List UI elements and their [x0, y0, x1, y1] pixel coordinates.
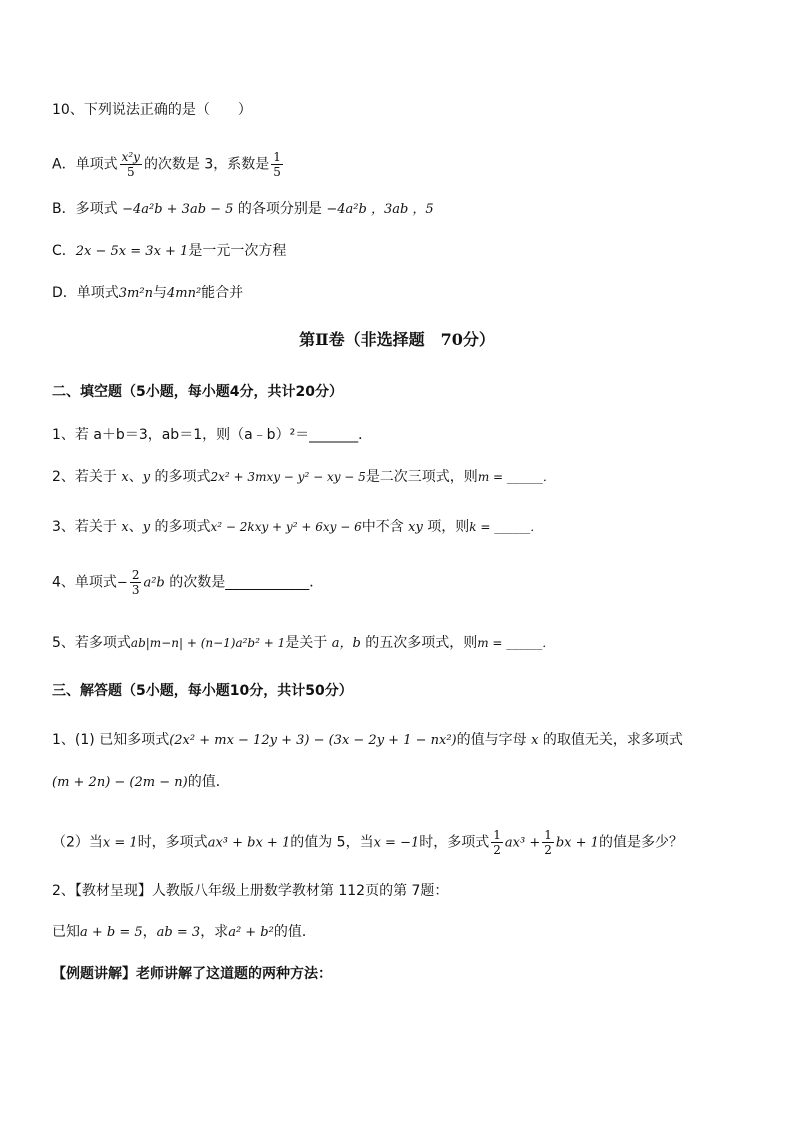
section2-title: 二、填空题（5小题，每小题4分，共计20分） — [52, 384, 343, 400]
math-expression: 3m²n — [118, 286, 153, 301]
fill-q2: 2、若关于 x、y 的多项式2x² + 3mxy − y² − xy − 5是二次三项式，则m = ______． — [52, 469, 555, 485]
fill-q3: 3、若关于 x、y 的多项式x² − 2kxy + y² + 6xy − 6中不含 xy 项，则k = ______． — [52, 519, 543, 535]
solve-q1-part2: （2）当x = 1时，多项式ax³ + bx + 1的值为 5，当x = −1时，多项式 $\frac{1}{2}$ ax³ + $\frac{1}{2}$ bx + 1的值是多少？ — [52, 828, 683, 857]
math-expression: 4mn² — [166, 286, 202, 301]
fill-q1: 1、若 a＋b＝3，ab＝1，则（a﹣b）²＝_______． — [52, 427, 373, 443]
math-expression: x² − 2kxy + y² + 6xy − 6 — [210, 520, 362, 534]
math-expression: −4a²b ，3ab ，5 — [326, 202, 434, 217]
math-expression: 2x − 5x = 3x + 1 — [75, 244, 189, 259]
math-expression: (2x² + mx − 12y + 3) − (3x − 2y + 1 − nx²) — [169, 733, 457, 748]
solve-q2-line2: 已知a + b = 5，ab = 3，求a² + b²的值． — [52, 924, 316, 940]
fill-q4: 4、单项式− $\frac{2}{3}$ a²b 的次数是____________． — [52, 568, 324, 597]
solve-q1-part1-cont: (m + 2n) − (2m − n)的值． — [52, 774, 230, 790]
fraction: $\frac{1}{2}$ — [493, 828, 501, 857]
solve-q1-part1: 1、(1) 已知多项式(2x² + mx − 12y + 3) − (3x − 2y + 1 − nx²)的值与字母 x 的取值无关，求多项式 — [52, 732, 683, 748]
q10-stem: 10、下列说法正确的是（ ） — [52, 102, 252, 118]
math-expression: ab|m−n| + (n−1)a²b² + 1 — [130, 636, 286, 650]
solve-q2-line3: 【例题讲解】老师讲解了这道题的两种方法： — [52, 966, 332, 982]
part2-title: 第Ⅱ卷（非选择题 70分） — [299, 330, 495, 349]
section3-title: 三、解答题（5小题，每小题10分，共计50分） — [52, 683, 353, 699]
math-expression: 2x² + 3mxy − y² − xy − 5 — [210, 470, 366, 484]
math-expression: a² + b² — [228, 925, 274, 940]
q10-option-d: D．单项式3m²n与4mn²能合并 — [52, 285, 244, 301]
fraction: $\frac{2}{3}$ — [131, 568, 140, 597]
fill-q5: 5、若多项式ab|m−n| + (n−1)a²b² + 1是关于 a，b 的五次多项式，则m = ______． — [52, 635, 555, 651]
solve-q2-line1: 2、【教材呈现】人教版八年级上册数学教材第 112页的第 7题： — [52, 883, 449, 899]
fraction: $\frac{\text{x²y}}{5}$ — [121, 150, 140, 179]
math-expression: (m + 2n) − (2m − n) — [52, 775, 188, 790]
math-expression: ax³ + bx + 1 — [207, 835, 291, 851]
q10-option-c: C．2x − 5x = 3x + 1是一元一次方程 — [52, 243, 287, 259]
math-expression: −4a²b + 3ab − 5 — [122, 202, 234, 217]
q10-option-b: B．多项式 −4a²b + 3ab − 5 的各项分别是 −4a²b ，3ab ，5 — [52, 201, 434, 217]
q10-option-a: A．单项式 $\frac{\text{x²y}}{5}$ 的次数是 3，系数是 $\frac{1}{5}$ — [52, 150, 281, 179]
fraction: $\frac{1}{2}$ — [544, 828, 552, 857]
fraction: $\frac{1}{5}$ — [273, 150, 281, 179]
